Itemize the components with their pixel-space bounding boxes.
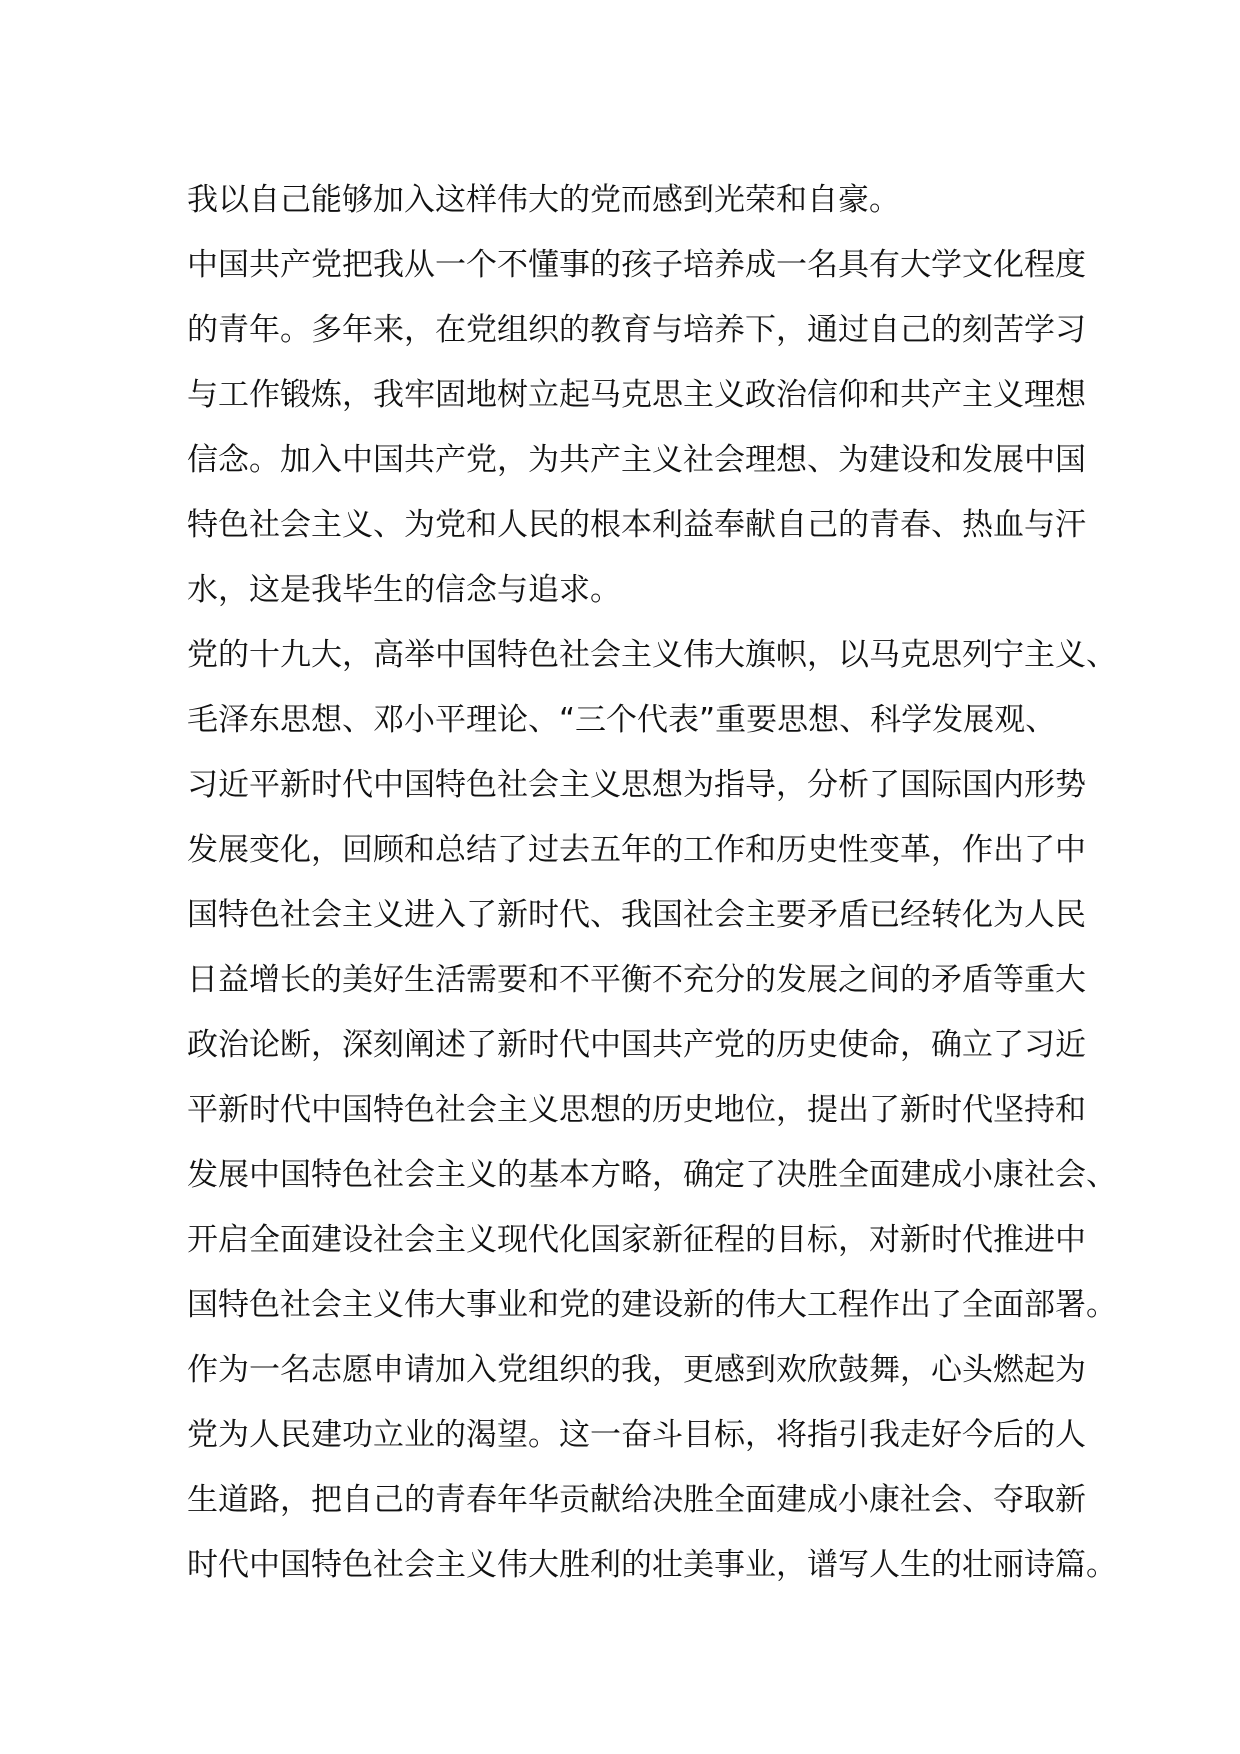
text-line: 平新时代中国特色社会主义思想的历史地位，提出了新时代坚持和 bbox=[187, 1092, 1086, 1128]
text-line: 党的十九大，高举中国特色社会主义伟大旗帜，以马克思列宁主义、 bbox=[187, 637, 1117, 673]
text-line: 与工作锻炼，我牢固地树立起马克思主义政治信仰和共产主义理想 bbox=[187, 377, 1086, 413]
text-line: 开启全面建设社会主义现代化国家新征程的目标，对新时代推进中 bbox=[187, 1222, 1086, 1258]
text-line: 生道路，把自己的青春年华贡献给决胜全面建成小康社会、夺取新 bbox=[187, 1482, 1086, 1518]
text-line: 时代中国特色社会主义伟大胜利的壮美事业，谱写人生的壮丽诗篇。 bbox=[187, 1547, 1117, 1583]
text-line: 作为一名志愿申请加入党组织的我，更感到欢欣鼓舞，心头燃起为 bbox=[187, 1352, 1086, 1388]
text-line: 国特色社会主义伟大事业和党的建设新的伟大工程作出了全面部署。 bbox=[187, 1287, 1117, 1323]
text-line: 政治论断，深刻阐述了新时代中国共产党的历史使命，确立了习近 bbox=[187, 1027, 1086, 1063]
text-line: 党为人民建功立业的渴望。这一奋斗目标，将指引我走好今后的人 bbox=[187, 1417, 1086, 1453]
text-line: 中国共产党把我从一个不懂事的孩子培养成一名具有大学文化程度 bbox=[187, 247, 1086, 283]
text-line: 发展中国特色社会主义的基本方略，确定了决胜全面建成小康社会、 bbox=[187, 1157, 1117, 1193]
text-line: 水，这是我毕生的信念与追求。 bbox=[187, 572, 621, 608]
text-line: 毛泽东思想、邓小平理论、“三个代表”重要思想、科学发展观、 bbox=[187, 702, 1057, 738]
text-line: 发展变化，回顾和总结了过去五年的工作和历史性变革，作出了中 bbox=[187, 832, 1086, 868]
text-line: 的青年。多年来，在党组织的教育与培养下，通过自己的刻苦学习 bbox=[187, 312, 1086, 348]
text-line: 日益增长的美好生活需要和不平衡不充分的发展之间的矛盾等重大 bbox=[187, 962, 1086, 998]
text-line: 习近平新时代中国特色社会主义思想为指导，分析了国际国内形势 bbox=[187, 767, 1086, 803]
document-body bbox=[187, 168, 1117, 1598]
text-line: 我以自己能够加入这样伟大的党而感到光荣和自豪。 bbox=[187, 182, 900, 218]
text-line: 信念。加入中国共产党，为共产主义社会理想、为建设和发展中国 bbox=[187, 442, 1086, 478]
text-line: 特色社会主义、为党和人民的根本利益奉献自己的青春、热血与汗 bbox=[187, 507, 1086, 543]
text-line: 国特色社会主义进入了新时代、我国社会主要矛盾已经转化为人民 bbox=[187, 897, 1086, 933]
